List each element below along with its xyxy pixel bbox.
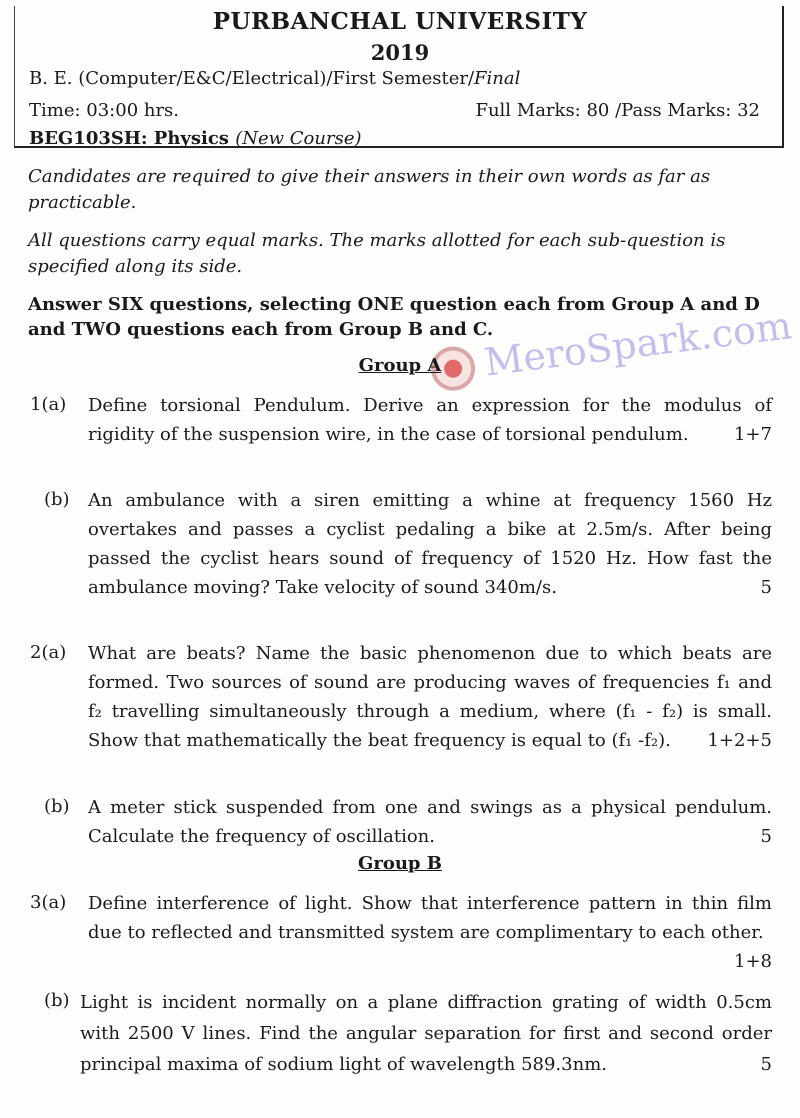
question-2a [88,639,772,755]
question-text: A meter stick suspended from one and swings as a physical pendulum. Calculate the frequency of oscillation. [88,797,772,847]
question-number: (b) [44,489,70,510]
question-number: 1(a) [30,394,67,415]
program-text: B. E. (Computer/E&C/Electrical)/First Semester/ [29,68,475,89]
university-name: PURBANCHAL UNIVERSITY [212,8,588,35]
program-line [29,68,520,89]
group-a-label: Group A [358,355,442,376]
question-text: Define interference of light. Show that interference pattern in thin film due to reflected and transmitted system are complimentary to each other. [88,893,772,943]
question-marks: 5 [760,826,772,847]
question-number: (b) [44,990,70,1011]
question-text: What are beats? Name the basic phenomenon due to which beats are formed. Two sources of sound are producing waves of frequencies f₁ and f₂ travelling simultaneously through a medium, where (f₁ - f₂) is small. Show that mathematically the beat frequency is equal to (f₁ -f₂). [88,643,772,751]
question-3a [88,889,772,976]
instruction-answer-six: Answer SIX questions, selecting ONE question each from Group A and D and TWO questions each from Group B and C. [28,294,760,340]
question-1a [88,391,772,449]
group-a-heading [0,355,800,376]
question-text: Light is incident normally on a plane diffraction grating of width 0.5cm with 2500 V lines. Find the angular separation for first and second order principal maxima of sodium light of wavelength 589.3nm. [80,992,772,1075]
exam-year: 2019 [370,40,430,65]
exam-header [14,6,784,148]
question-1b [88,486,772,602]
instruction-equal-marks: All questions carry equal marks. The marks allotted for each sub-question is specified along its side. [28,230,726,277]
question-number: (b) [44,796,70,817]
exam-marks: Full Marks: 80 /Pass Marks: 32 [475,100,760,121]
question-number: 3(a) [30,892,67,913]
question-marks: 1+8 [734,951,772,972]
question-2b [88,793,772,851]
group-b-label: Group B [357,853,442,874]
instruction-own-words: Candidates are required to give their answers in their own words as far as practicable. [28,166,711,213]
group-b-heading [0,853,800,874]
question-text: Define torsional Pendulum. Derive an expression for the modulus of rigidity of the suspension wire, in the case of torsional pendulum. [88,395,772,445]
watermark-text: MeroSpark.com [481,303,794,385]
course-line [29,128,362,149]
question-marks: 5 [760,1054,772,1075]
course-note: (New Course) [235,128,362,149]
question-text: An ambulance with a siren emitting a whine at frequency 1560 Hz overtakes and passes a cyclist pedaling a bike at 2.5m/s. After being passed the cyclist hears sound of frequency of 1520 Hz. How fast the ambulance moving? Take velocity of sound 340m/s. [88,490,772,598]
question-marks: 1+2+5 [707,730,772,751]
question-3b [80,987,772,1080]
question-marks: 1+7 [734,424,772,445]
course-code: BEG103SH: Physics [29,128,229,149]
question-number: 2(a) [30,642,67,663]
program-final: Final [474,68,521,89]
question-marks: 5 [760,577,772,598]
exam-time: Time: 03:00 hrs. [29,100,180,121]
